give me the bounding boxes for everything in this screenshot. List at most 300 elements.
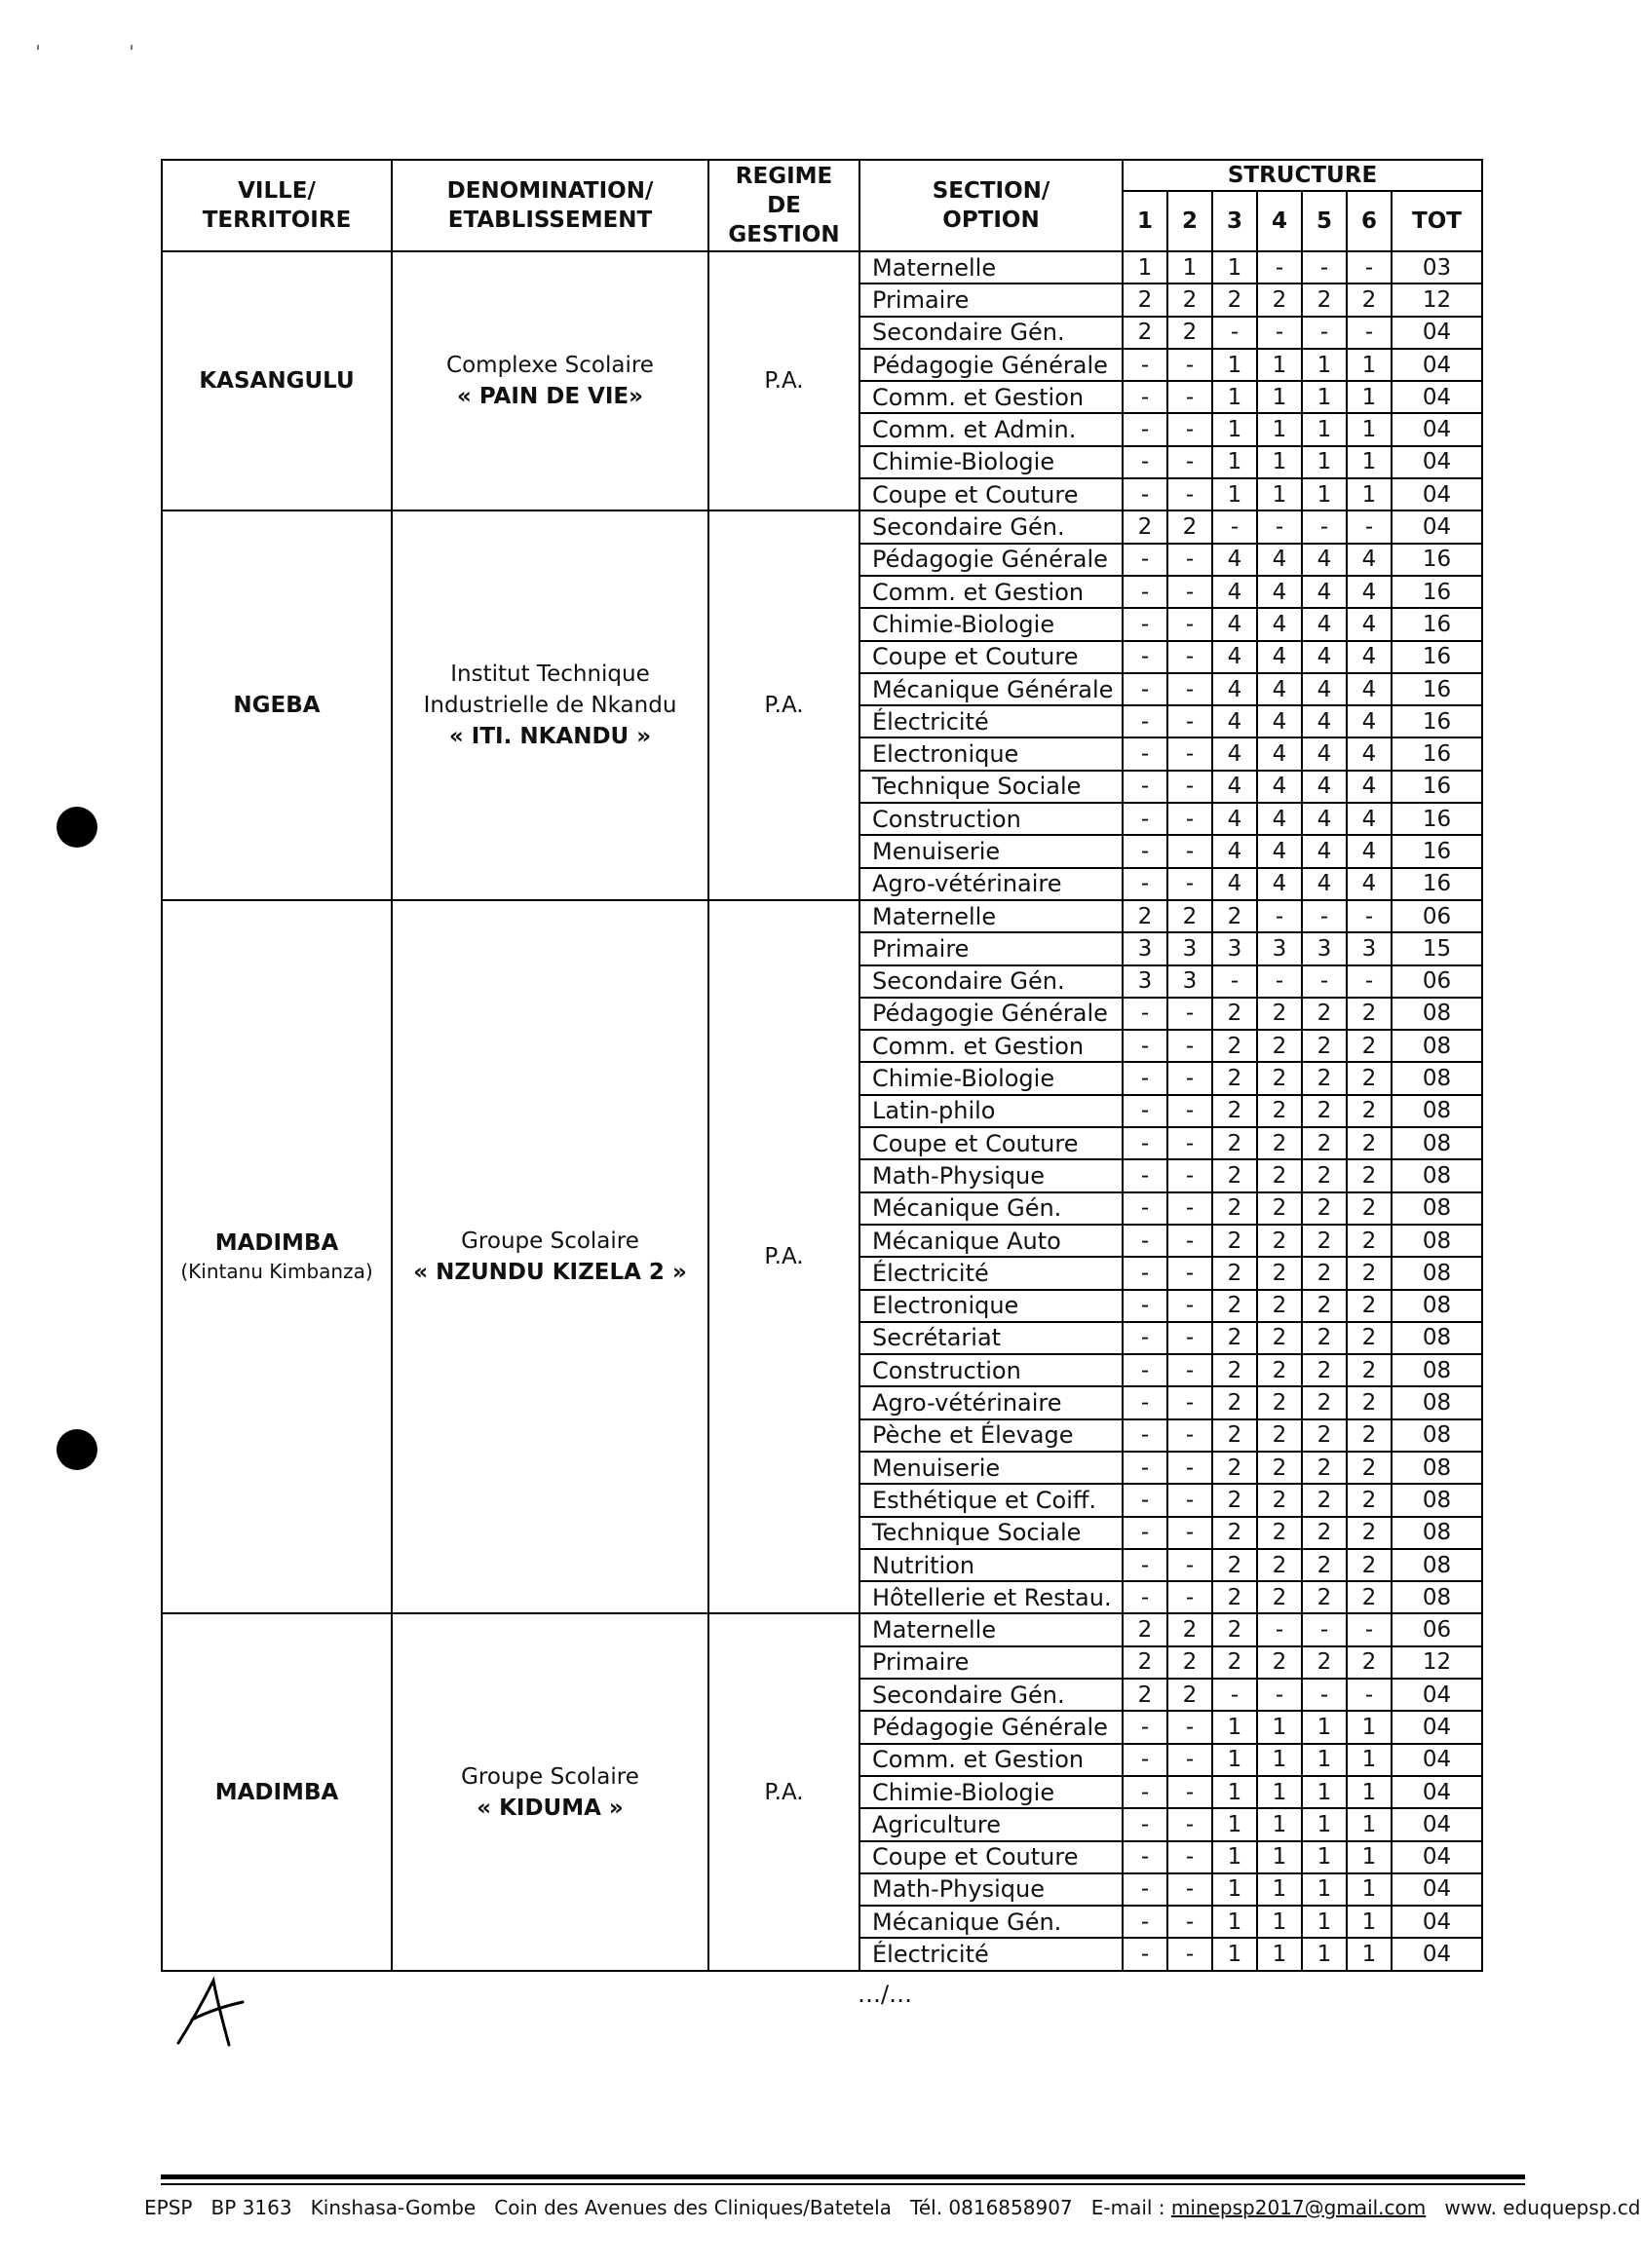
level-value: 1 — [1302, 1906, 1347, 1938]
total-value: 04 — [1392, 1938, 1482, 1970]
table-row — [162, 900, 1482, 932]
level-value: 2 — [1123, 1679, 1167, 1711]
level-value: 2 — [1257, 1484, 1302, 1516]
option-cell: Electronique — [859, 737, 1123, 770]
level-value: 2 — [1257, 1452, 1302, 1484]
option-cell: Chimie-Biologie — [859, 446, 1123, 478]
header-level-6: 6 — [1347, 191, 1392, 251]
level-value: - — [1123, 381, 1167, 413]
level-value: - — [1167, 998, 1212, 1030]
level-value: 1 — [1212, 1776, 1257, 1808]
etab-name: « NZUNDU KIZELA 2 » — [413, 1260, 687, 1286]
option-cell: Pédagogie Générale — [859, 1711, 1123, 1743]
level-value: 2 — [1302, 1484, 1347, 1516]
level-value: 2 — [1212, 1030, 1257, 1062]
level-value: 1 — [1302, 349, 1347, 381]
level-value: 1 — [1347, 1938, 1392, 1970]
level-value: 2 — [1212, 1613, 1257, 1645]
ville-cell — [162, 251, 392, 510]
punch-hole-dot — [57, 1429, 97, 1470]
level-value: - — [1123, 803, 1167, 835]
level-value: 4 — [1302, 771, 1347, 803]
level-value: 1 — [1257, 381, 1302, 413]
level-value: 1 — [1347, 1711, 1392, 1743]
level-value: 2 — [1212, 1095, 1257, 1127]
level-value: - — [1123, 544, 1167, 576]
total-value: 08 — [1392, 1030, 1482, 1062]
level-value: - — [1302, 510, 1347, 543]
level-value: - — [1123, 1257, 1167, 1289]
level-value: - — [1167, 1549, 1212, 1581]
level-value: 2 — [1212, 1290, 1257, 1322]
level-value: 2 — [1167, 317, 1212, 349]
level-value: 1 — [1347, 1906, 1392, 1938]
total-value: 06 — [1392, 1613, 1482, 1645]
option-cell: Électricité — [859, 1257, 1123, 1289]
ville-cell — [162, 900, 392, 1614]
total-value: 08 — [1392, 1549, 1482, 1581]
level-value: 4 — [1302, 737, 1347, 770]
header-level-4: 4 — [1257, 191, 1302, 251]
level-value: 1 — [1302, 1744, 1347, 1776]
level-value: 4 — [1212, 576, 1257, 608]
level-value: 4 — [1347, 868, 1392, 900]
level-value: 2 — [1347, 1159, 1392, 1191]
scan-mark — [37, 45, 39, 50]
option-cell: Maternelle — [859, 1613, 1123, 1645]
level-value: - — [1123, 1062, 1167, 1094]
level-value: 2 — [1257, 1322, 1302, 1354]
level-value: 2 — [1347, 1322, 1392, 1354]
level-value: 2 — [1257, 1257, 1302, 1289]
scan-mark — [131, 45, 133, 50]
table-body — [162, 251, 1482, 1971]
level-value: - — [1123, 1386, 1167, 1418]
level-value: 4 — [1212, 737, 1257, 770]
level-value: 2 — [1212, 1062, 1257, 1094]
option-cell: Électricité — [859, 705, 1123, 737]
level-value: - — [1167, 1257, 1212, 1289]
footer-org: EPSP — [144, 2196, 193, 2219]
option-cell: Secondaire Gén. — [859, 1679, 1123, 1711]
level-value: 1 — [1347, 413, 1392, 445]
level-value: 2 — [1167, 1646, 1212, 1679]
level-value: - — [1123, 868, 1167, 900]
etab-line: Industrielle de Nkandu — [423, 693, 677, 719]
ville-cell — [162, 1613, 392, 1970]
level-value: 2 — [1302, 1581, 1347, 1613]
level-value: - — [1347, 1613, 1392, 1645]
level-value: 4 — [1257, 608, 1302, 640]
level-value: - — [1167, 478, 1212, 510]
level-value: 2 — [1257, 284, 1302, 316]
total-value: 08 — [1392, 1257, 1482, 1289]
level-value: 1 — [1302, 1808, 1347, 1840]
level-value: 2 — [1257, 1581, 1302, 1613]
level-value: 2 — [1347, 1290, 1392, 1322]
level-value: - — [1123, 705, 1167, 737]
total-value: 04 — [1392, 1711, 1482, 1743]
level-value: 1 — [1347, 1873, 1392, 1906]
level-value: 4 — [1212, 771, 1257, 803]
level-value: - — [1167, 673, 1212, 705]
level-value: 2 — [1257, 1225, 1302, 1257]
total-value: 04 — [1392, 478, 1482, 510]
regime-cell: P.A. — [708, 900, 859, 1614]
level-value: 2 — [1123, 284, 1167, 316]
option-cell: Mécanique Auto — [859, 1225, 1123, 1257]
level-value: 2 — [1123, 900, 1167, 932]
level-value: - — [1167, 576, 1212, 608]
option-cell: Secondaire Gén. — [859, 510, 1123, 543]
level-value: - — [1123, 641, 1167, 673]
header-ville: VILLE/ TERRITOIRE — [162, 160, 392, 251]
total-value: 08 — [1392, 1517, 1482, 1549]
level-value: 1 — [1212, 478, 1257, 510]
level-value: - — [1123, 608, 1167, 640]
level-value: 2 — [1347, 1581, 1392, 1613]
level-value: - — [1123, 1192, 1167, 1225]
level-value: - — [1167, 1873, 1212, 1906]
header-level-1: 1 — [1123, 191, 1167, 251]
level-value: 2 — [1212, 1419, 1257, 1452]
total-value: 15 — [1392, 932, 1482, 964]
total-value: 08 — [1392, 1322, 1482, 1354]
level-value: 2 — [1302, 1386, 1347, 1418]
option-cell: Pédagogie Générale — [859, 349, 1123, 381]
level-value: 2 — [1167, 900, 1212, 932]
level-value: 2 — [1257, 1290, 1302, 1322]
level-value: - — [1167, 608, 1212, 640]
level-value: 2 — [1347, 1419, 1392, 1452]
level-value: 2 — [1123, 510, 1167, 543]
level-value: 4 — [1302, 641, 1347, 673]
level-value: 2 — [1257, 1646, 1302, 1679]
level-value: 2 — [1212, 284, 1257, 316]
option-cell: Chimie-Biologie — [859, 1776, 1123, 1808]
option-cell: Chimie-Biologie — [859, 1062, 1123, 1094]
level-value: - — [1257, 900, 1302, 932]
level-value: 2 — [1212, 1257, 1257, 1289]
level-value: - — [1212, 1679, 1257, 1711]
level-value: 4 — [1302, 673, 1347, 705]
level-value: - — [1123, 413, 1167, 445]
level-value: 1 — [1347, 446, 1392, 478]
level-value: - — [1123, 835, 1167, 867]
option-cell: Comm. et Gestion — [859, 1030, 1123, 1062]
option-cell: Construction — [859, 803, 1123, 835]
level-value: 2 — [1302, 998, 1347, 1030]
level-value: - — [1123, 1419, 1167, 1452]
level-value: - — [1123, 1225, 1167, 1257]
level-value: 1 — [1212, 1841, 1257, 1873]
table-row — [162, 251, 1482, 284]
level-value: - — [1167, 1581, 1212, 1613]
total-value: 04 — [1392, 317, 1482, 349]
level-value: 2 — [1257, 1062, 1302, 1094]
level-value: - — [1302, 1613, 1347, 1645]
level-value: 2 — [1212, 1127, 1257, 1159]
level-value: 4 — [1347, 835, 1392, 867]
etab-line: Groupe Scolaire — [461, 1763, 639, 1790]
level-value: 3 — [1347, 932, 1392, 964]
footer-website[interactable]: www. eduquepsp.cd — [1444, 2196, 1641, 2219]
level-value: 2 — [1347, 1030, 1392, 1062]
level-value: 4 — [1347, 608, 1392, 640]
total-value: 08 — [1392, 1354, 1482, 1386]
total-value: 03 — [1392, 251, 1482, 284]
etablissement-cell — [392, 1613, 708, 1970]
level-value: 2 — [1302, 1062, 1347, 1094]
header-level-5: 5 — [1302, 191, 1347, 251]
level-value: 1 — [1302, 1841, 1347, 1873]
total-value: 04 — [1392, 381, 1482, 413]
level-value: 2 — [1302, 1419, 1347, 1452]
level-value: 4 — [1347, 576, 1392, 608]
option-cell: Nutrition — [859, 1549, 1123, 1581]
footer-email-link[interactable]: minepsp2017@gmail.com — [1170, 2196, 1427, 2219]
option-cell: Agro-vétérinaire — [859, 868, 1123, 900]
level-value: 1 — [1212, 1744, 1257, 1776]
level-value: 2 — [1212, 1646, 1257, 1679]
table-row — [162, 510, 1482, 543]
level-value: - — [1123, 446, 1167, 478]
level-value: - — [1347, 251, 1392, 284]
level-value: 2 — [1347, 1192, 1392, 1225]
option-cell: Mécanique Générale — [859, 673, 1123, 705]
level-value: - — [1123, 1841, 1167, 1873]
level-value: - — [1302, 965, 1347, 998]
option-cell: Comm. et Admin. — [859, 413, 1123, 445]
option-cell: Menuiserie — [859, 835, 1123, 867]
level-value: - — [1123, 1159, 1167, 1191]
level-value: 1 — [1257, 1808, 1302, 1840]
total-value: 04 — [1392, 1808, 1482, 1840]
level-value: - — [1347, 317, 1392, 349]
level-value: - — [1123, 737, 1167, 770]
level-value: 2 — [1347, 1257, 1392, 1289]
level-value: 2 — [1302, 1225, 1347, 1257]
level-value: - — [1123, 1322, 1167, 1354]
level-value: 1 — [1257, 1776, 1302, 1808]
level-value: - — [1167, 1127, 1212, 1159]
level-value: - — [1167, 1354, 1212, 1386]
level-value: - — [1167, 868, 1212, 900]
level-value: 1 — [1212, 413, 1257, 445]
level-value: 4 — [1257, 835, 1302, 867]
option-cell: Coupe et Couture — [859, 1841, 1123, 1873]
level-value: 2 — [1302, 1127, 1347, 1159]
level-value: - — [1302, 1679, 1347, 1711]
level-value: 4 — [1212, 835, 1257, 867]
etab-name: « PAIN DE VIE» — [457, 384, 643, 410]
level-value: - — [1167, 771, 1212, 803]
level-value: 4 — [1212, 705, 1257, 737]
level-value: 2 — [1347, 1062, 1392, 1094]
level-value: 2 — [1167, 284, 1212, 316]
level-value: 1 — [1257, 1711, 1302, 1743]
level-value: 1 — [1347, 381, 1392, 413]
level-value: 4 — [1212, 868, 1257, 900]
total-value: 08 — [1392, 1127, 1482, 1159]
level-value: 4 — [1257, 576, 1302, 608]
level-value: - — [1167, 1290, 1212, 1322]
level-value: 2 — [1167, 1679, 1212, 1711]
level-value: - — [1167, 1192, 1212, 1225]
level-value: 2 — [1347, 1386, 1392, 1418]
continuation-mark: …/… — [858, 1981, 913, 2008]
level-value: 3 — [1167, 965, 1212, 998]
total-value: 08 — [1392, 998, 1482, 1030]
level-value: - — [1347, 510, 1392, 543]
level-value: 1 — [1257, 1841, 1302, 1873]
regime-cell: P.A. — [708, 251, 859, 510]
option-cell: Secondaire Gén. — [859, 965, 1123, 998]
level-value: 2 — [1212, 1322, 1257, 1354]
level-value: 2 — [1212, 1549, 1257, 1581]
header-regime: REGIME DE GESTION — [708, 160, 859, 251]
level-value: - — [1123, 1484, 1167, 1516]
level-value: - — [1123, 1581, 1167, 1613]
header-section: SECTION/ OPTION — [859, 160, 1123, 251]
ville-name: MADIMBA — [214, 1230, 339, 1257]
total-value: 08 — [1392, 1225, 1482, 1257]
level-value: 2 — [1347, 1225, 1392, 1257]
option-cell: Primaire — [859, 284, 1123, 316]
etablissement-cell — [392, 251, 708, 510]
level-value: - — [1167, 381, 1212, 413]
level-value: 1 — [1347, 349, 1392, 381]
level-value: 2 — [1347, 1646, 1392, 1679]
level-value: - — [1123, 1808, 1167, 1840]
level-value: 4 — [1302, 835, 1347, 867]
option-cell: Comm. et Gestion — [859, 576, 1123, 608]
level-value: - — [1167, 1484, 1212, 1516]
total-value: 16 — [1392, 673, 1482, 705]
level-value: 2 — [1212, 1354, 1257, 1386]
level-value: - — [1167, 1159, 1212, 1191]
level-value: 4 — [1257, 771, 1302, 803]
ville-name: MADIMBA — [214, 1779, 339, 1805]
level-value: - — [1257, 510, 1302, 543]
footer-bp: BP 3163 — [210, 2196, 292, 2219]
level-value: - — [1167, 413, 1212, 445]
total-value: 04 — [1392, 1744, 1482, 1776]
level-value: - — [1123, 1549, 1167, 1581]
total-value: 08 — [1392, 1095, 1482, 1127]
level-value: 4 — [1302, 608, 1347, 640]
option-cell: Latin-philo — [859, 1095, 1123, 1127]
option-cell: Mécanique Gén. — [859, 1906, 1123, 1938]
level-value: 4 — [1212, 673, 1257, 705]
level-value: 2 — [1257, 1354, 1302, 1386]
etab-line: Institut Technique — [450, 662, 650, 688]
level-value: - — [1123, 1095, 1167, 1127]
level-value: 1 — [1302, 1873, 1347, 1906]
level-value: 2 — [1347, 1517, 1392, 1549]
footer-city: Kinshasa-Gombe — [310, 2196, 477, 2219]
level-value: 4 — [1302, 544, 1347, 576]
level-value: - — [1167, 1744, 1212, 1776]
option-cell: Maternelle — [859, 900, 1123, 932]
level-value: 2 — [1212, 1192, 1257, 1225]
option-cell: Primaire — [859, 932, 1123, 964]
level-value: - — [1257, 317, 1302, 349]
option-cell: Technique Sociale — [859, 771, 1123, 803]
level-value: 2 — [1302, 1354, 1347, 1386]
level-value: 2 — [1257, 1419, 1302, 1452]
level-value: - — [1212, 965, 1257, 998]
option-cell: Agro-vétérinaire — [859, 1386, 1123, 1418]
option-cell: Comm. et Gestion — [859, 381, 1123, 413]
level-value: - — [1347, 965, 1392, 998]
total-value: 04 — [1392, 1873, 1482, 1906]
total-value: 16 — [1392, 544, 1482, 576]
level-value: 4 — [1257, 705, 1302, 737]
level-value: 2 — [1212, 1452, 1257, 1484]
footer-tel: Tél. 0816858907 — [910, 2196, 1073, 2219]
level-value: 1 — [1212, 1906, 1257, 1938]
level-value: 2 — [1347, 1484, 1392, 1516]
total-value: 08 — [1392, 1484, 1482, 1516]
total-value: 04 — [1392, 349, 1482, 381]
total-value: 08 — [1392, 1452, 1482, 1484]
level-value: 2 — [1212, 1484, 1257, 1516]
level-value: 1 — [1212, 381, 1257, 413]
level-value: 4 — [1302, 803, 1347, 835]
level-value: - — [1123, 1938, 1167, 1970]
level-value: 1 — [1302, 1711, 1347, 1743]
level-value: 1 — [1302, 446, 1347, 478]
option-cell: Menuiserie — [859, 1452, 1123, 1484]
level-value: - — [1123, 998, 1167, 1030]
option-cell: Électricité — [859, 1938, 1123, 1970]
level-value: - — [1167, 446, 1212, 478]
level-value: - — [1167, 641, 1212, 673]
header-denomination: DENOMINATION/ ETABLISSEMENT — [392, 160, 708, 251]
level-value: - — [1167, 1095, 1212, 1127]
footer-rule-thick — [161, 2174, 1525, 2179]
level-value: 2 — [1257, 1192, 1302, 1225]
level-value: - — [1167, 803, 1212, 835]
level-value: 2 — [1302, 1646, 1347, 1679]
level-value: 1 — [1302, 381, 1347, 413]
level-value: 1 — [1212, 446, 1257, 478]
total-value: 16 — [1392, 576, 1482, 608]
level-value: 4 — [1302, 576, 1347, 608]
level-value: 1 — [1302, 478, 1347, 510]
level-value: 2 — [1212, 1386, 1257, 1418]
level-value: - — [1123, 1354, 1167, 1386]
option-cell: Math-Physique — [859, 1873, 1123, 1906]
footer-rule-thin — [161, 2183, 1525, 2185]
level-value: 4 — [1302, 705, 1347, 737]
level-value: 4 — [1347, 705, 1392, 737]
total-value: 16 — [1392, 608, 1482, 640]
level-value: 1 — [1302, 1938, 1347, 1970]
level-value: 2 — [1123, 1613, 1167, 1645]
level-value: - — [1167, 1517, 1212, 1549]
option-cell: Esthétique et Coiff. — [859, 1484, 1123, 1516]
header-level-2: 2 — [1167, 191, 1212, 251]
level-value: 2 — [1212, 998, 1257, 1030]
level-value: 1 — [1257, 1873, 1302, 1906]
level-value: 4 — [1257, 673, 1302, 705]
header-level-3: 3 — [1212, 191, 1257, 251]
level-value: 2 — [1257, 1159, 1302, 1191]
option-cell: Pédagogie Générale — [859, 998, 1123, 1030]
level-value: 2 — [1302, 1095, 1347, 1127]
